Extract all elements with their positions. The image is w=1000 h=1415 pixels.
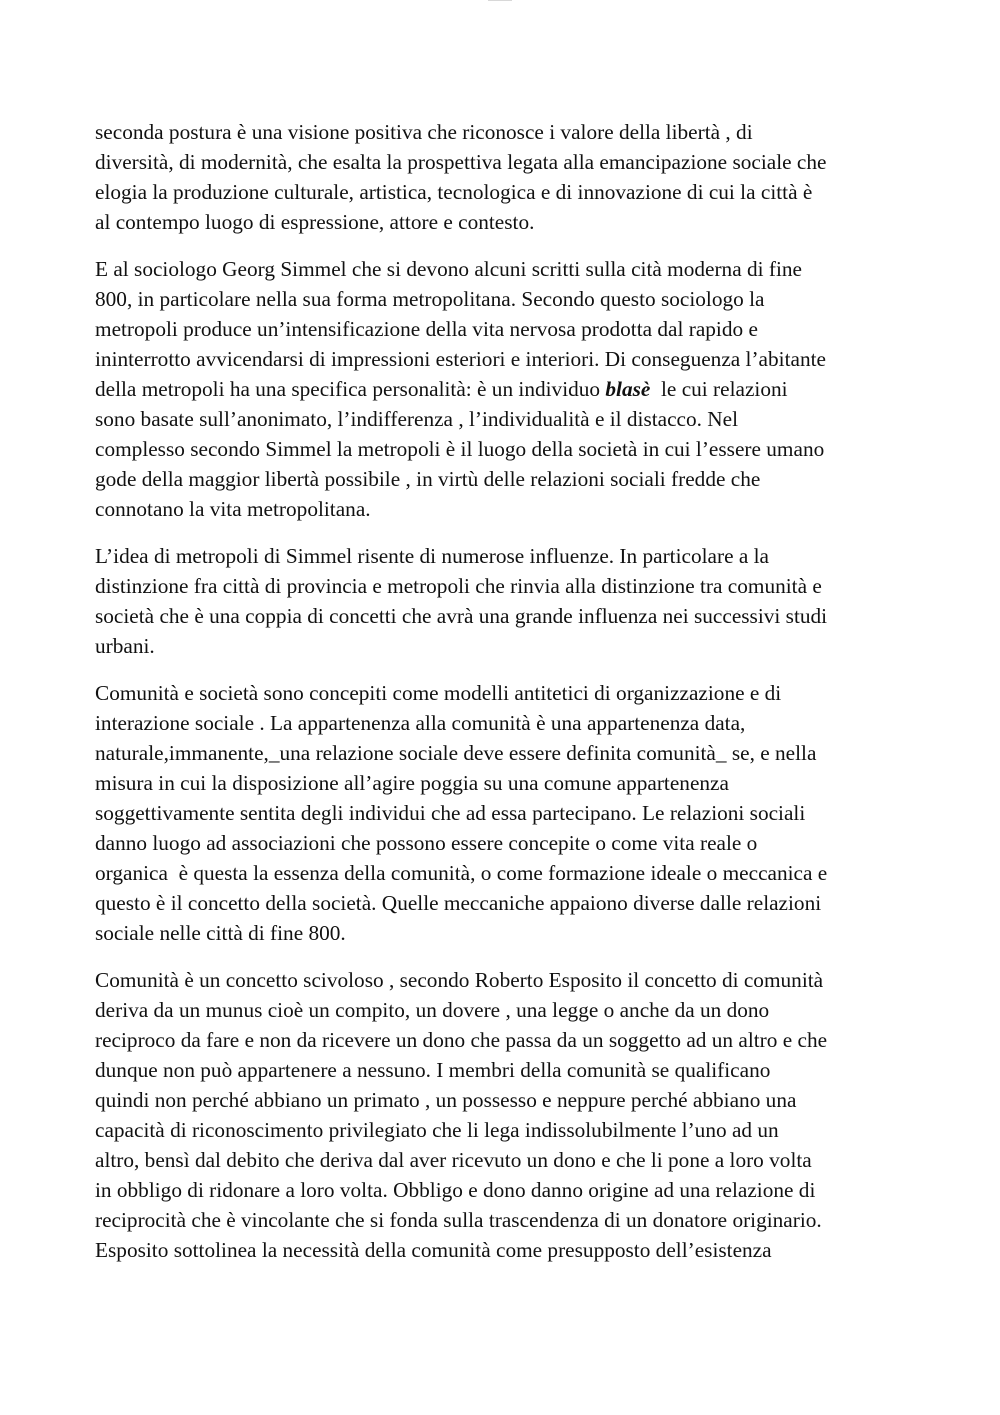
text-line: deriva da un munus cioè un compito, un dovere , una legge o anche da un dono (95, 998, 770, 1022)
text-line: altro, bensì dal debito che deriva dal aver ricevuto un dono e che li pone a loro volta (95, 1148, 812, 1172)
text-line: quindi non perché abbiano un primato , un possesso e neppure perché abbiano una (95, 1088, 797, 1112)
text-segment: della metropoli ha una specifica personalità: è un individuo (95, 377, 606, 401)
text-line: gode della maggior libertà possibile , in virtù delle relazioni sociali fredde che (95, 467, 761, 491)
text-line: misura in cui la disposizione all’agire poggia su una comune appartenenza (95, 771, 729, 795)
text-line: in obbligo di ridonare a loro volta. Obbligo e dono danno origine ad una relazione di (95, 1178, 816, 1202)
text-line: Esposito sottolinea la necessità della comunità come presupposto dell’esistenza (95, 1238, 772, 1262)
text-line: complesso secondo Simmel la metropoli è il luogo della società in cui l’essere umano (95, 437, 825, 461)
emphasis-word: blasè (605, 377, 651, 401)
text-line: seconda postura è una visione positiva che riconosce i valore della libertà , di (95, 120, 753, 144)
text-line: urbani. (95, 634, 155, 658)
text-line: sono basate sull’anonimato, l’indifferenza , l’individualità e il distacco. Nel (95, 407, 739, 431)
document-body (95, 117, 910, 1282)
text-line: questo è il concetto della società. Quelle meccaniche appaiono diverse dalle relazioni (95, 891, 822, 915)
text-line: E al sociologo Georg Simmel che si devono alcuni scritti sulla cità moderna di fine (95, 257, 802, 281)
text-line: connotano la vita metropolitana. (95, 497, 371, 521)
text-line: metropoli produce un’intensificazione della vita nervosa prodotta dal rapido e (95, 317, 758, 341)
text-line: danno luogo ad associazioni che possono essere concepite o come vita reale o (95, 831, 758, 855)
text-line: Comunità è un concetto scivoloso , secondo Roberto Esposito il concetto di comunità (95, 968, 824, 992)
text-segment: le cui relazioni (650, 377, 788, 401)
text-line: diversità, di modernità, che esalta la prospettiva legata alla emancipazione sociale che (95, 150, 827, 174)
paragraph-5 (95, 965, 910, 1265)
text-line: interazione sociale . La appartenenza alla comunità è una appartenenza data, (95, 711, 746, 735)
text-line: organica è questa la essenza della comunità, o come formazione ideale o meccanica e (95, 861, 828, 885)
text-line: soggettivamente sentita degli individui che ad essa partecipano. Le relazioni sociali (95, 801, 806, 825)
paragraph-4 (95, 678, 910, 948)
text-line: distinzione fra città di provincia e metropoli che rinvia alla distinzione tra comunità e (95, 574, 822, 598)
text-line: società che è una coppia di concetti che avrà una grande influenza nei successivi studi (95, 604, 828, 628)
paragraph-2 (95, 254, 910, 524)
text-line: al contempo luogo di espressione, attore e contesto. (95, 210, 535, 234)
text-line-with-emphasis (95, 374, 910, 404)
text-line: Comunità e società sono concepiti come modelli antitetici di organizzazione e di (95, 681, 782, 705)
text-line: ininterrotto avvicendarsi di impressioni esteriori e interiori. Di conseguenza l’abitante (95, 347, 826, 371)
text-line: reciprocità che è vincolante che si fonda sulla trascendenza di un donatore originario. (95, 1208, 822, 1232)
text-line: 800, in particolare nella sua forma metropolitana. Secondo questo sociologo la (95, 287, 765, 311)
paragraph-1 (95, 117, 910, 237)
text-line: reciproco da fare e non da ricevere un dono che passa da un soggetto ad un altro e che (95, 1028, 828, 1052)
text-line: elogia la produzione culturale, artistica, tecnologica e di innovazione di cui la città è (95, 180, 813, 204)
text-line: naturale,immanente,_una relazione sociale deve essere definita comunità_ se, e nella (95, 741, 817, 765)
text-line: L’idea di metropoli di Simmel risente di numerose influenze. In particolare a la (95, 544, 769, 568)
text-line: capacità di riconoscimento privilegiato che li lega indissolubilmente l’uno ad un (95, 1118, 779, 1142)
text-line: sociale nelle città di fine 800. (95, 921, 346, 945)
paragraph-3 (95, 541, 910, 661)
page-header-mark (488, 0, 512, 4)
text-line: dunque non può appartenere a nessuno. I membri della comunità se qualificano (95, 1058, 771, 1082)
